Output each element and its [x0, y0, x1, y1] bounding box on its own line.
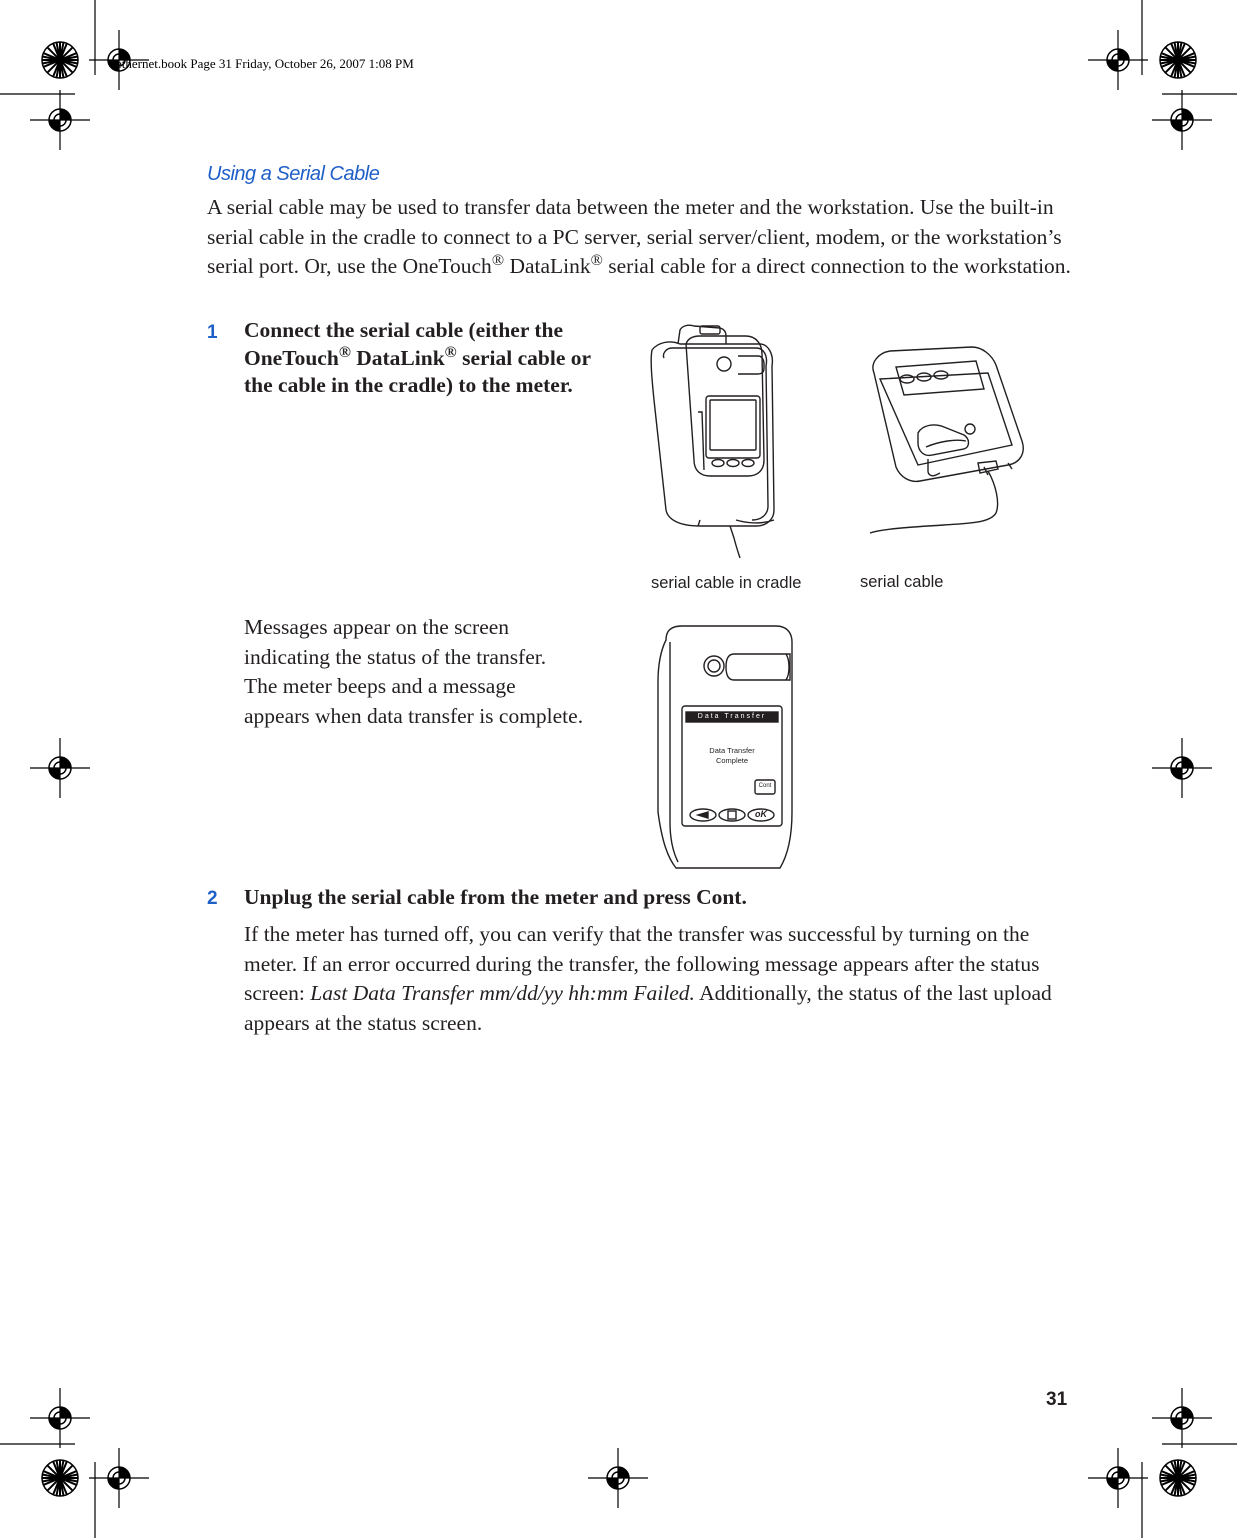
- intro-paragraph: A serial cable may be used to transfer data between the meter and the workstation. Use the built-in serial cable in the cradle to connect to a PC server, serial server/client, modem, or the workstation’s serial port. Or, use the OneTouch® DataLink® serial cable for a direct connection to the workstation.: [207, 195, 1071, 278]
- cradle-meter-illustration: [640, 320, 790, 560]
- meter-cont-button: Cont: [758, 783, 772, 789]
- meter-screen-line1: Data Transfer: [709, 746, 755, 755]
- step-1-number: 1: [207, 322, 218, 343]
- caption-serial-cable-in-cradle: serial cable in cradle: [651, 574, 802, 592]
- step-2-heading: Unplug the serial cable from the meter and press Cont.: [244, 885, 747, 909]
- caption-serial-cable: serial cable: [860, 573, 944, 591]
- step-1-heading: Connect the serial cable (either the OneTouch® DataLink® serial cable or the cable in the cradle) to the meter.: [244, 318, 591, 397]
- meter-screen-line2: Complete: [715, 756, 749, 765]
- messages-paragraph: Messages appear on the screen indicating the status of the transfer. The meter beeps and a message appears when data transfer is complete.: [244, 615, 584, 728]
- serial-cable-illustration: [860, 345, 1032, 540]
- page-number: 31: [1046, 1389, 1068, 1410]
- header-stamp: ethernet.book Page 31 Friday, October 26, 2007 1:08 PM: [116, 56, 414, 71]
- failed-message-example: Last Data Transfer mm/dd/yy hh:mm Failed.: [310, 981, 695, 1005]
- meter-ok-button: oK: [755, 809, 767, 819]
- step-2-body: If the meter has turned off, you can verify that the transfer was successful by turning on the meter. If an error occurred during the transfer, the following message appears after the status screen: Last Data Transfer mm/dd/yy hh:mm Failed. Additionally, the status of the last upload appears at the status screen.: [244, 922, 1052, 1035]
- step-2-number: 2: [207, 888, 218, 909]
- meter-screen-title: Data Transfer: [697, 713, 767, 720]
- meter-transfer-complete-illustration: [648, 622, 798, 872]
- section-title: Using a Serial Cable: [207, 163, 380, 185]
